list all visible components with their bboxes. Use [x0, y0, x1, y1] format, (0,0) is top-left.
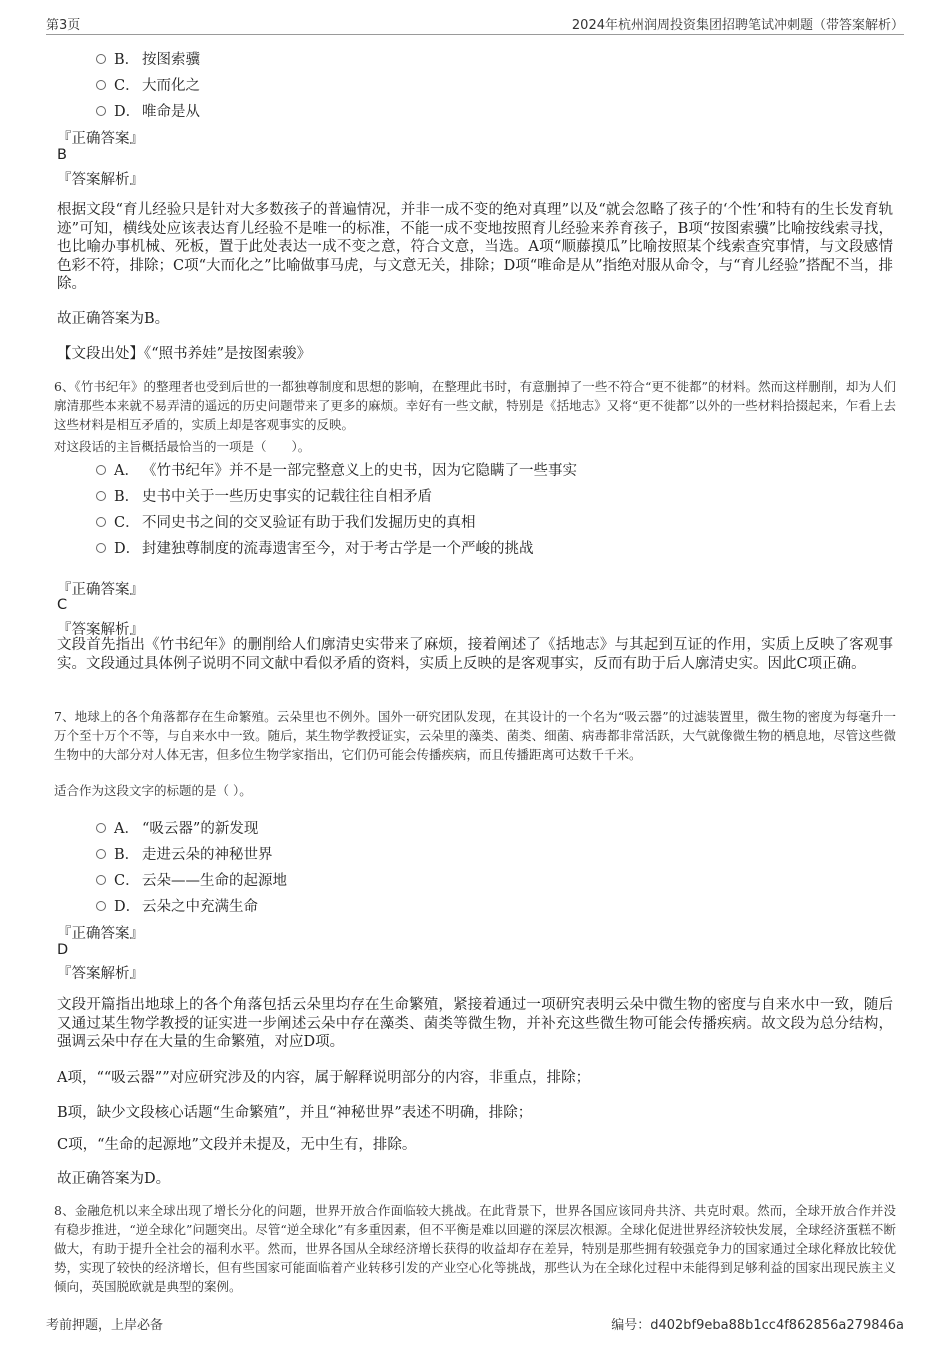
footer-slogan: 考前押题，上岸必备	[46, 1318, 164, 1333]
radio-icon[interactable]	[96, 875, 106, 885]
radio-icon[interactable]	[96, 106, 106, 116]
q5-analysis: 根据文段“育儿经验只是针对大多数孩子的普遍情况，并非一成不变的绝对真理”以及“就会忽略了孩子的‘个性’和特有的生长发育轨迹”可知，横线处应该表达育儿经验不是唯一的标准，不能一成不变地按照育儿经验来养育孩子，B项“按图索骥”比喻按线索寻找，也比喻办事机械、死板，置于此处表达一成不变之意，符合文意，当选。A项“顺藤摸瓜”比喻按照某个线索查究事情，与文段感情色彩不符，排除；C项“大而化之”比喻做事马虎，与文意无关，排除；D项“唯命是从”指绝对服从命令，与“育儿经验”搭配不当，排除。	[57, 202, 893, 292]
q7-conclusion: 故正确答案为D。	[57, 1171, 171, 1187]
radio-icon[interactable]	[96, 54, 106, 64]
q7-analysis: 文段开篇指出地球上的各个角落包括云朵里均存在生命繁殖，紧接着通过一项研究表明云朵中微生物的密度与自来水中一致，随后又通过某生物学教授的证实进一步阐述云朵中存在藻类、菌类等微生物，并补充这些微生物可能会传播疾病。故文段为总分结构，强调云朵中存在大量的生命繁殖，对应D项。	[57, 997, 893, 1050]
radio-icon[interactable]	[96, 465, 106, 475]
q8-stem: 8、金融危机以来全球出现了增长分化的问题，世界开放合作面临较大挑战。在此背景下，世界各国应该同舟共济、共克时艰。然而，全球开放合作并没有稳步推进，“逆全球化”问题突出。尽管“逆全球化”有多重因素，但不平衡是难以回避的深层次根源。全球化促进世界经济较快发展，全球经济蛋糕不断做大，有助于提升全社会的福利水平。然而，世界各国从全球经济增长获得的收益却存在差异，特别是那些拥有较强竞争力的国家通过全球化释放比较优势，实现了较快的经济增长，但有些国家可能面临着产业转移引发的产业空心化等挑战，那些认为在全球化过程中未能得到足够利益的国家出现民族主义倾向，英国脱欧就是典型的案例。	[54, 1203, 896, 1294]
page-header	[46, 14, 904, 35]
q6-question: 对这段话的主旨概括最恰当的一项是（ ）。	[54, 439, 311, 454]
q6-option-b[interactable]: B． 史书中关于一些历史事实的记载往往自相矛盾	[96, 485, 432, 506]
q6-analysis: 文段首先指出《竹书纪年》的删削给人们廓清史实带来了麻烦，接着阐述了《括地志》与其起到互证的作用，实质上反映了客观事实。文段通过具体例子说明不同文献中看似矛盾的资料，实质上反映的是客观事实，反而有助于后人廓清史实。因此C项正确。	[57, 637, 893, 672]
radio-icon[interactable]	[96, 543, 106, 553]
q5-source: 【文段出处】《“照书养娃”是按图索骏》	[57, 346, 312, 362]
q7-answer: D	[57, 942, 69, 958]
radio-icon[interactable]	[96, 901, 106, 911]
q5-answer-label: 『正确答案』	[57, 131, 144, 147]
q6-answer: C	[57, 597, 68, 613]
q5-option-c[interactable]: C． 大而化之	[96, 74, 200, 95]
radio-icon[interactable]	[96, 517, 106, 527]
q6-answer-label: 『正确答案』	[57, 582, 144, 598]
q5-conclusion: 故正确答案为B。	[57, 311, 170, 327]
q5-option-b[interactable]: B． 按图索骥	[96, 48, 200, 69]
q7-option-c-note: C项，“生命的起源地”文段并未提及，无中生有，排除。	[57, 1137, 417, 1153]
q5-answer: B	[57, 147, 67, 163]
q7-stem: 7、地球上的各个角落都存在生命繁殖。云朵里也不例外。国外一研究团队发现，在其设计的一个名为“吸云器”的过滤装置里，微生物的密度为每毫升一万个至十万个不等，与自来水中一致。随后，某生物学教授证实，云朵里的藻类、菌类、细菌、病毒都非常活跃，大气就像微生物的栖息地，尽管这些微生物中的大部分对人体无害，但多位生物学家指出，它们仍可能会传播疾病，而且传播距离可达数千千米。	[54, 709, 896, 762]
document-code: 编号：d402bf9eba88b1cc4f862856a279846a	[611, 1318, 904, 1333]
q7-option-c[interactable]: C． 云朵——生命的起源地	[96, 869, 287, 890]
document-title: 2024年杭州润周投资集团招聘笔试冲刺题（带答案解析）	[571, 18, 904, 33]
q6-analysis-label: 『答案解析』	[57, 622, 144, 638]
q6-option-c[interactable]: C． 不同史书之间的交叉验证有助于我们发掘历史的真相	[96, 511, 476, 532]
page-number: 第3页	[46, 18, 81, 33]
radio-icon[interactable]	[96, 849, 106, 859]
q5-option-d[interactable]: D． 唯命是从	[96, 100, 200, 121]
q7-option-a-note: A项，““吸云器””对应研究涉及的内容，属于解释说明部分的内容，非重点，排除；	[57, 1070, 591, 1086]
radio-icon[interactable]	[96, 491, 106, 501]
q7-option-a[interactable]: A． “吸云器”的新发现	[96, 817, 258, 838]
q6-option-a[interactable]: A． 《竹书纪年》并不是一部完整意义上的史书，因为它隐瞒了一些事实	[96, 459, 577, 480]
q7-question: 适合作为这段文字的标题的是（ ）。	[54, 783, 252, 798]
q5-analysis-label: 『答案解析』	[57, 172, 144, 188]
q7-analysis-label: 『答案解析』	[57, 966, 144, 982]
q6-option-d[interactable]: D． 封建独尊制度的流毒遗害至今，对于考古学是一个严峻的挑战	[96, 537, 534, 558]
q7-option-b[interactable]: B． 走进云朵的神秘世界	[96, 843, 273, 864]
q7-answer-label: 『正确答案』	[57, 926, 144, 942]
radio-icon[interactable]	[96, 80, 106, 90]
radio-icon[interactable]	[96, 823, 106, 833]
q7-option-b-note: B项，缺少文段核心话题“生命繁殖”，并且“神秘世界”表述不明确，排除；	[57, 1105, 533, 1121]
q7-option-d[interactable]: D． 云朵之中充满生命	[96, 895, 258, 916]
q6-stem: 6、《竹书纪年》的整理者也受到后世的一都独尊制度和思想的影响，在整理此书时，有意删掉了一些不符合“更不徙都”的材料。然而这样删削，却为人们廓清那些本来就不易弄清的遥远的历史问题带来了更多的麻烦。幸好有一些文献，特别是《括地志》又将“更不徙都”以外的一些材料拾掇起来，乍看上去这些材料是相互矛盾的，实质上却是客观事实的反映。	[54, 379, 896, 432]
